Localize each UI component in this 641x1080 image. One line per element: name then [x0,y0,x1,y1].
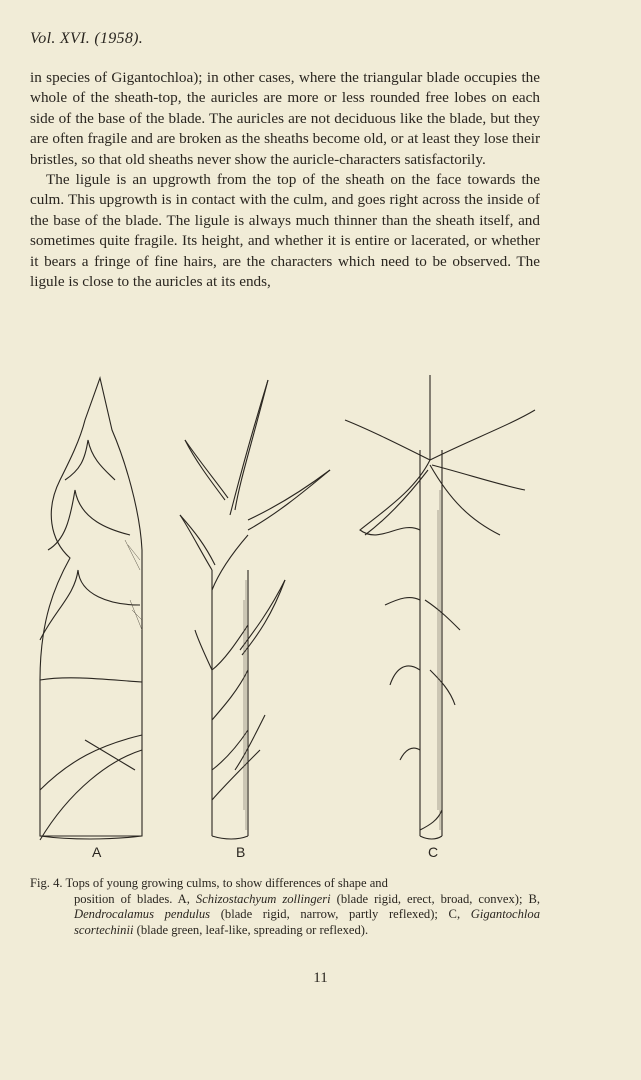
label-a: A [92,844,102,860]
caption-species-a: Schizostachyum zollingeri [195,891,331,906]
caption-fig-number: Fig. 4. [30,876,63,890]
caption-continuation [30,892,540,939]
caption-species-b: Dendrocalamus pendulus [74,907,211,921]
caption-desc-a: (blade rigid, erect, broad, convex); B, [336,891,540,906]
culm-c-drawing [345,375,535,839]
caption-species-c: Gigantochloa scortechinii [74,907,540,937]
bamboo-culm-illustrations [30,370,550,860]
paragraph-1: in species of Gigantochloa); in other cases, where the triangular blade occupies the whole of the sheath-top, the auricles are more or less rounded free lobes on each side of the base of the blade. The auricles are not deciduous like the blade, but they are often fragile and are broken as the sheaths become old, or at least they lose their bristles, so that old sheaths never show the auricle-characters satisfactorily. [30,69,540,168]
body-text [30,68,540,292]
page-number: 11 [313,970,328,986]
figure-4 [30,370,550,870]
culm-b-drawing [180,380,330,839]
figure-caption [30,876,540,938]
caption-desc-c: (blade green, leaf-like, spreading or reflexed). [136,922,369,937]
caption-line-2: position of blades. A, [74,891,190,906]
caption-desc-b: (blade rigid, narrow, partly reflexed); C, [220,907,461,921]
label-c: C [428,844,439,860]
caption-line-1: Tops of young growing culms, to show differences of shape and [65,876,388,890]
label-b: B [236,844,246,860]
running-header: Vol. XVI. (1958). [30,30,144,47]
paragraph-2: The ligule is an upgrowth from the top of the sheath on the face towards the culm. This upgrowth is in contact with the culm, and goes right across the inside of the base of the blade. The ligule is always much thinner than the sheath itself, and sometimes quite fragile. Its height, and whether it is entire or lacerated, or whether it bears a fringe of fine hairs, are the characters which need to be observed. The ligule is close to the auricles at its ends, [30,171,540,291]
culm-a-drawing [40,378,142,840]
